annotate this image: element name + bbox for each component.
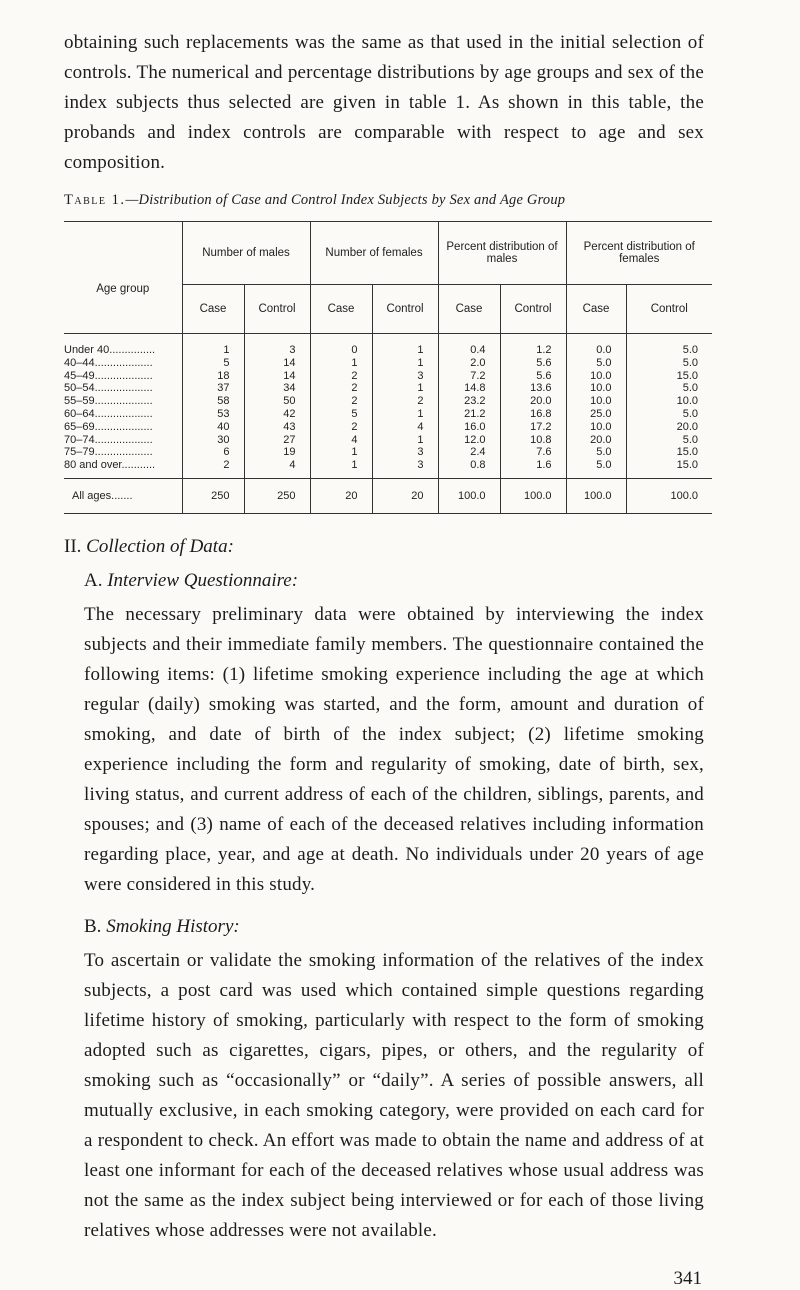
value-cell: 1 — [310, 446, 372, 459]
table-row — [64, 459, 712, 472]
value-cell: 16.8 — [500, 408, 566, 421]
value-cell: 14 — [244, 370, 310, 383]
value-cell: 37 — [182, 382, 244, 395]
value-cell: 19 — [244, 446, 310, 459]
value-cell: 1 — [372, 357, 438, 370]
age-group-label: 80 and over — [64, 459, 122, 472]
value-cell: 5.0 — [626, 434, 712, 447]
age-group-label: Under 40 — [64, 344, 110, 356]
table-row — [64, 434, 712, 447]
value-cell: 30 — [182, 434, 244, 447]
subheader-case: Case — [310, 285, 372, 334]
value-cell: 5.0 — [626, 334, 712, 357]
age-group-cell — [64, 334, 182, 357]
leader-dots: ................... — [94, 446, 153, 459]
age-group-cell — [64, 370, 182, 383]
value-cell: 2 — [310, 421, 372, 434]
table-total-row — [64, 478, 712, 513]
value-cell: 15.0 — [626, 370, 712, 383]
subsection-letter: B. — [84, 915, 102, 937]
table-row — [64, 421, 712, 434]
value-cell: 15.0 — [626, 459, 712, 472]
page — [64, 28, 704, 1290]
leader-dots: ................... — [94, 433, 153, 446]
subsection-title: Interview Questionnaire: — [107, 569, 299, 591]
value-cell: 3 — [244, 334, 310, 357]
value-cell: 14 — [244, 357, 310, 370]
value-cell: 21.2 — [438, 408, 500, 421]
value-cell: 20 — [310, 478, 372, 513]
value-cell: 1 — [310, 357, 372, 370]
value-cell: 4 — [310, 434, 372, 447]
age-group-label: All ages — [72, 489, 112, 502]
table-row — [64, 408, 712, 421]
leader-dots: ................... — [94, 420, 153, 433]
value-cell: 5.6 — [500, 370, 566, 383]
value-cell: 2 — [182, 459, 244, 472]
females-count-header: Number of females — [310, 222, 438, 285]
subheader-control: Control — [244, 285, 310, 334]
age-group-cell — [64, 434, 182, 447]
value-cell: 2.0 — [438, 357, 500, 370]
value-cell: 4 — [244, 459, 310, 472]
age-group-cell — [64, 357, 182, 370]
value-cell: 13.6 — [500, 382, 566, 395]
value-cell: 1 — [182, 334, 244, 357]
value-cell: 53 — [182, 408, 244, 421]
subsection-heading-a — [64, 566, 704, 596]
value-cell: 40 — [182, 421, 244, 434]
leader-dots: ....... — [111, 489, 133, 502]
value-cell: 5.0 — [566, 459, 626, 472]
value-cell: 17.2 — [500, 421, 566, 434]
subsection-title: Smoking History: — [106, 915, 240, 937]
value-cell: 1 — [372, 408, 438, 421]
leader-dots: ................... — [94, 395, 153, 408]
value-cell: 100.0 — [500, 478, 566, 513]
value-cell: 42 — [244, 408, 310, 421]
table-row — [64, 334, 712, 357]
value-cell: 250 — [182, 478, 244, 513]
age-group-label: 50–54 — [64, 382, 95, 395]
value-cell: 6 — [182, 446, 244, 459]
value-cell: 23.2 — [438, 395, 500, 408]
value-cell: 14.8 — [438, 382, 500, 395]
value-cell: 5.0 — [626, 382, 712, 395]
value-cell: 10.0 — [566, 382, 626, 395]
value-cell: 20.0 — [566, 434, 626, 447]
value-cell: 4 — [372, 421, 438, 434]
subheader-case: Case — [566, 285, 626, 334]
subsection-heading-b — [64, 912, 704, 942]
subheader-case: Case — [182, 285, 244, 334]
value-cell: 250 — [244, 478, 310, 513]
distribution-table — [64, 221, 712, 514]
value-cell: 20 — [372, 478, 438, 513]
subheader-control: Control — [372, 285, 438, 334]
table-label: Table 1. — [64, 192, 126, 208]
value-cell: 25.0 — [566, 408, 626, 421]
value-cell: 100.0 — [626, 478, 712, 513]
leader-dots: ................... — [94, 356, 153, 369]
value-cell: 2 — [310, 382, 372, 395]
value-cell: 3 — [372, 446, 438, 459]
value-cell: 1.2 — [500, 334, 566, 357]
section-heading-ii — [64, 532, 704, 562]
age-group-label: 65–69 — [64, 420, 95, 433]
value-cell: 2.4 — [438, 446, 500, 459]
value-cell: 3 — [372, 459, 438, 472]
value-cell: 2 — [372, 395, 438, 408]
females-percent-header: Percent distribution of females — [566, 222, 712, 285]
value-cell: 50 — [244, 395, 310, 408]
value-cell: 5 — [310, 408, 372, 421]
value-cell: 1 — [372, 434, 438, 447]
leader-dots: ........... — [121, 459, 156, 472]
value-cell: 2 — [310, 395, 372, 408]
value-cell: 7.6 — [500, 446, 566, 459]
value-cell: 5.0 — [626, 357, 712, 370]
age-group-cell — [64, 382, 182, 395]
value-cell: 18 — [182, 370, 244, 383]
table-caption: —Distribution of Case and Control Index Subjects by Sex and Age Group — [125, 192, 566, 208]
leader-dots: ............... — [109, 344, 156, 356]
value-cell: 10.0 — [566, 395, 626, 408]
value-cell: 5.0 — [566, 357, 626, 370]
subheader-control: Control — [626, 285, 712, 334]
age-group-cell — [64, 408, 182, 421]
table-row — [64, 357, 712, 370]
table-title — [64, 192, 704, 209]
leader-dots: ................... — [94, 382, 153, 395]
section-title: Collection of Data: — [86, 535, 234, 557]
subheader-case: Case — [438, 285, 500, 334]
value-cell: 7.2 — [438, 370, 500, 383]
age-group-label: 40–44 — [64, 356, 95, 369]
value-cell: 10.0 — [566, 370, 626, 383]
table-row — [64, 370, 712, 383]
value-cell: 1 — [310, 459, 372, 472]
value-cell: 43 — [244, 421, 310, 434]
value-cell: 58 — [182, 395, 244, 408]
value-cell: 20.0 — [626, 421, 712, 434]
value-cell: 10.0 — [566, 421, 626, 434]
value-cell: 5 — [182, 357, 244, 370]
age-group-cell — [64, 395, 182, 408]
age-group-cell — [64, 459, 182, 472]
age-group-label: 75–79 — [64, 446, 95, 459]
value-cell: 5.0 — [566, 446, 626, 459]
value-cell: 1.6 — [500, 459, 566, 472]
subheader-control: Control — [500, 285, 566, 334]
age-group-cell — [64, 478, 182, 513]
subsection-letter: A. — [84, 569, 103, 591]
paragraph-interview: The necessary preliminary data were obtained by interviewing the index subjects and their immediate family members. The questionnaire contained the following items: (1) lifetime smoking experience including the age at which regular (daily) smoking was started, and the form, amount and duration of smoking, and date of birth of the index subject; (2) lifetime smoking experience including the form and regularity of smoking, date of birth, sex, living status, and current address of each of the children, siblings, parents, and spouses; and (3) name of each of the deceased relatives including information regarding place, year, and age at death. No individuals under 20 years of age were considered in this study. — [84, 603, 704, 895]
value-cell: 27 — [244, 434, 310, 447]
value-cell: 100.0 — [438, 478, 500, 513]
value-cell: 0.0 — [566, 334, 626, 357]
value-cell: 0 — [310, 334, 372, 357]
value-cell: 1 — [372, 382, 438, 395]
value-cell: 10.0 — [626, 395, 712, 408]
paragraph-smoking-history: To ascertain or validate the smoking information of the relatives of the index subjects, a post card was used which contained simple questions regarding lifetime history of smoking, particularly with respect to the form of smoking adopted such as cigarettes, cigars, pipes, or others, and the regularity of smoking such as “occasionally” or “daily”. A series of possible answers, all mutually exclusive, in each smoking category, were provided on each card for a respondent to check. An effort was made to obtain the name and address of at least one informant for each of the deceased relatives whose usual address was not the same as the index subject being interviewed or for each of those living relatives whose addresses were not available. — [84, 949, 704, 1241]
value-cell: 16.0 — [438, 421, 500, 434]
value-cell: 1 — [372, 334, 438, 357]
value-cell: 10.8 — [500, 434, 566, 447]
males-percent-header: Percent distribution of males — [438, 222, 566, 285]
value-cell: 20.0 — [500, 395, 566, 408]
males-count-header: Number of males — [182, 222, 310, 285]
table-row — [64, 395, 712, 408]
value-cell: 0.8 — [438, 459, 500, 472]
intro-paragraph: obtaining such replacements was the same as that used in the initial selection of controls. The numerical and percentage distributions by age groups and sex of the index subjects thus selected are given in table 1. As shown in this table, the probands and index controls are comparable with respect to age and sex composition. — [64, 32, 704, 173]
leader-dots: ................... — [94, 369, 153, 382]
age-group-cell — [64, 421, 182, 434]
value-cell: 100.0 — [566, 478, 626, 513]
value-cell: 12.0 — [438, 434, 500, 447]
value-cell: 15.0 — [626, 446, 712, 459]
age-group-label: 55–59 — [64, 395, 95, 408]
table-row — [64, 382, 712, 395]
value-cell: 2 — [310, 370, 372, 383]
age-group-label: 45–49 — [64, 369, 95, 382]
leader-dots: ................... — [94, 407, 153, 420]
value-cell: 0.4 — [438, 334, 500, 357]
section-numeral: II. — [64, 535, 82, 557]
page-number: 341 — [673, 1267, 702, 1289]
value-cell: 5.6 — [500, 357, 566, 370]
table-body — [64, 334, 712, 514]
table-row — [64, 446, 712, 459]
age-group-label: 70–74 — [64, 433, 95, 446]
value-cell: 5.0 — [626, 408, 712, 421]
age-group-header: Age group — [64, 222, 182, 334]
value-cell: 34 — [244, 382, 310, 395]
age-group-label: 60–64 — [64, 407, 95, 420]
value-cell: 3 — [372, 370, 438, 383]
age-group-cell — [64, 446, 182, 459]
